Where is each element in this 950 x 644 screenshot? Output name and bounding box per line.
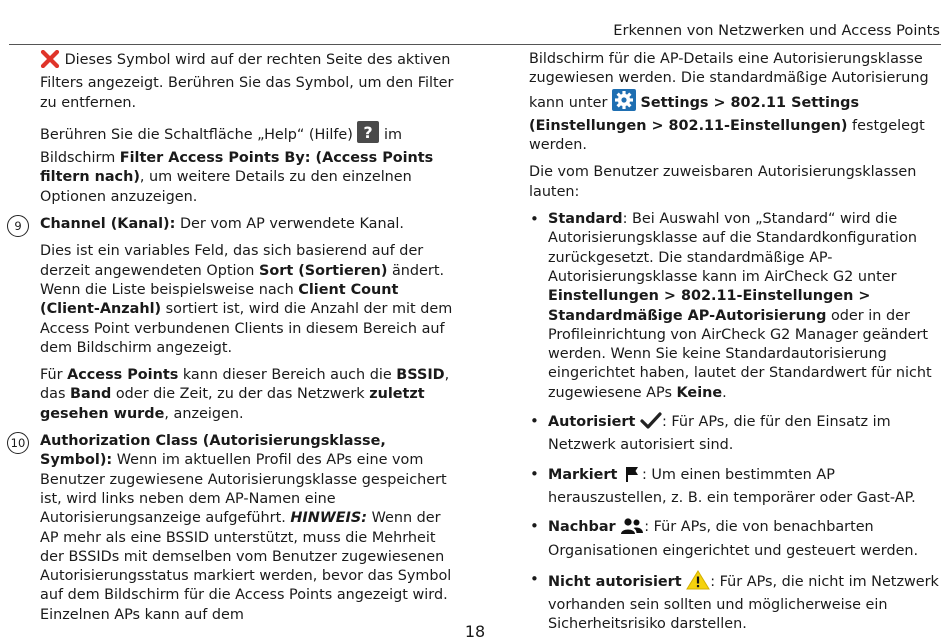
t: BSSID xyxy=(396,367,445,384)
item-10-paragraph xyxy=(40,432,460,625)
t: Access Points xyxy=(67,367,179,384)
item-9-text: Der vom AP verwendete Kanal. xyxy=(175,216,404,233)
gear-settings-icon xyxy=(612,89,636,117)
item-9 xyxy=(14,215,460,424)
checkmark-icon xyxy=(640,412,662,436)
t: Für xyxy=(40,367,68,384)
help-text-post: , um weitere Details zu den einzelnen Optionen anzuzeigen. xyxy=(40,169,412,205)
t: ändert. Wenn die Liste beispielsweise nach xyxy=(40,262,445,298)
list-item-nachbar xyxy=(529,517,941,561)
t: kann dieser Bereich auch die xyxy=(178,367,397,384)
item-9-para1 xyxy=(40,242,460,358)
right-column xyxy=(529,50,941,644)
header-rule xyxy=(9,44,941,45)
t: : Für APs, die von benachbarten Organisationen eingerichtet und gesteuert werden. xyxy=(548,519,919,559)
page-number: 18 xyxy=(464,622,486,641)
t: Keine xyxy=(676,384,723,401)
flag-icon xyxy=(622,465,642,489)
right-intro xyxy=(529,50,941,155)
t: Band xyxy=(70,386,112,403)
t: : Für APs, die für den Einsatz im Netzwerk autorisiert sind. xyxy=(548,414,891,454)
filter-remove-text: Dieses Symbol wird auf der rechten Seite des aktiven Filters angezeigt. Berühren Sie das Symbol, um den Filter zu entfernen. xyxy=(40,52,454,111)
item-number-9: 9 xyxy=(7,215,29,237)
t: Client Count (Client-Anzahl) xyxy=(40,281,399,318)
left-column xyxy=(10,50,460,633)
t: : Für APs, die nicht im Netzwerk vorhanden sein sollten und möglicherweise ein Sicherheitsrisiko darstellen. xyxy=(548,573,939,633)
t: Sort (Sortieren) xyxy=(258,262,388,279)
item-10-title: Authorization Class (Autorisierungsklasse, Symbol): xyxy=(40,433,386,469)
help-text-bold: Filter Access Points By: (Access Points filtern nach) xyxy=(40,150,434,186)
t: Settings > 802.11 Settings (Einstellungen > 802.11-Einstellungen) xyxy=(529,94,860,134)
red-x-icon xyxy=(40,50,60,74)
t: , anzeigen. xyxy=(164,405,244,422)
t: Bildschirm für die AP-Details eine Autorisierungsklasse zugewiesen werden. Die standardmäßige Autorisierung kann unter xyxy=(529,51,929,111)
item-9-para2 xyxy=(40,366,460,424)
t: Standard xyxy=(548,211,623,228)
t: Dies ist ein variables Feld, das sich basierend auf der derzeit angewendeten Option xyxy=(40,243,424,279)
item-9-heading xyxy=(40,215,460,234)
help-text-pre: Berühren Sie die Schaltfläche „Help“ (Hilfe) xyxy=(40,126,353,143)
warning-triangle-icon xyxy=(686,570,710,596)
t: sortiert ist, wird die Anzahl der mit dem Access Point verbundenen Clients in diesem Bereich auf dem Bildschirm angezeigt. xyxy=(40,301,453,356)
t: Nicht autorisiert xyxy=(548,573,682,590)
list-item-standard xyxy=(529,210,941,403)
t: Nachbar xyxy=(548,519,616,536)
t: Autorisiert xyxy=(548,414,636,431)
note-label: HINWEIS: xyxy=(290,510,368,527)
svg-text:?: ? xyxy=(363,122,374,142)
t: Wenn im aktuellen Profil des APs eine vom Benutzer zugewiesene Autorisierungsklasse gespeichert ist, wird links neben dem AP-Namen eine Autorisierungsanzeige aufgeführt. xyxy=(40,452,447,527)
help-text-mid: im Bildschirm xyxy=(40,126,403,167)
t: festgelegt werden. xyxy=(529,117,925,154)
t: . xyxy=(722,384,727,401)
help-paragraph xyxy=(40,121,460,207)
t: , das xyxy=(40,367,450,403)
item-9-title: Channel (Kanal): xyxy=(40,216,176,233)
help-question-icon xyxy=(357,121,379,149)
list-item-markiert xyxy=(529,465,941,509)
people-icon xyxy=(620,517,644,541)
class-list xyxy=(529,210,941,635)
classes-intro: Die vom Benutzer zuweisbaren Autorisierungsklassen lauten: xyxy=(529,164,917,200)
item-10 xyxy=(10,432,460,625)
list-item-autorisiert xyxy=(529,412,941,456)
t: Wenn der AP mehr als eine BSSID unterstützt, muss die Mehrheit der BSSIDs mit demselben vom Benutzer zugewiesenen Autorisierungsstatus markiert werden, bevor das Symbol auf dem Bildschirm für die Access Points angezeigt wird. Einzelnen APs kann auf dem xyxy=(40,510,452,623)
t: Markiert xyxy=(548,466,618,483)
t: : Um einen bestimmten AP herauszustellen, z. B. ein temporärer oder Gast-AP. xyxy=(548,466,916,506)
t: : Bei Auswahl von „Standard“ wird die Autorisierungsklasse auf die Standardkonfiguration zurückgesetzt. Die standardmäßige AP-Autorisierungsklasse kann im AirCheck G2 unter xyxy=(548,211,918,285)
t: zuletzt gesehen wurde xyxy=(40,386,425,422)
running-header: Erkennen von Netzwerken und Access Points xyxy=(613,22,940,39)
t: Einstellungen > 802.11-Einstellungen > Standardmäßige AP-Autorisierung xyxy=(548,288,871,324)
t: oder die Zeit, zu der das Netzwerk xyxy=(111,386,370,403)
filter-remove-paragraph xyxy=(40,50,460,113)
item-number-10: 10 xyxy=(7,432,29,454)
t: oder in der Profileinrichtung von AirCheck G2 Manager geändert werden. Wenn Sie keine Standardautorisierung eingerichtet haben, lautet der Standardwert für nicht zugewiesene APs xyxy=(548,307,932,401)
